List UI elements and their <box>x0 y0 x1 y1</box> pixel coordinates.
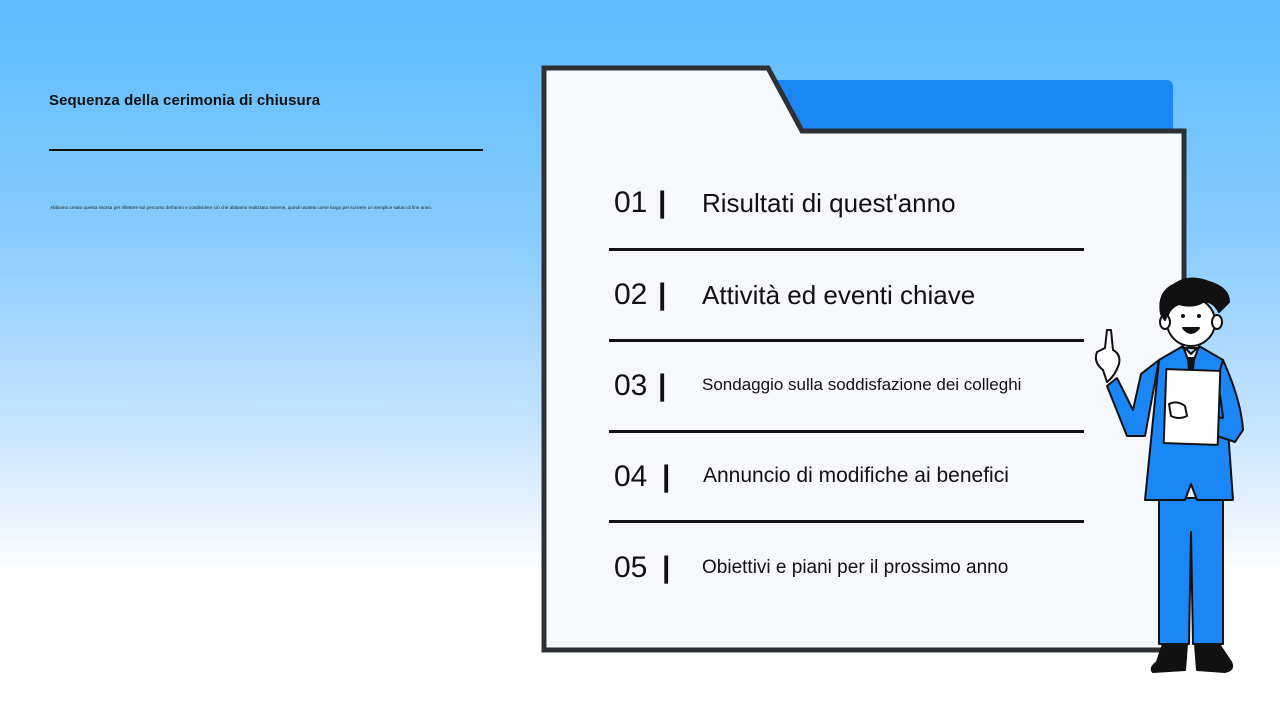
agenda-item <box>612 460 1084 520</box>
businessman-icon <box>1085 270 1250 680</box>
agenda-label: Obiettivi e piani per il prossimo anno <box>702 557 1009 578</box>
agenda-number: 04 <box>614 460 648 493</box>
agenda-label: Sondaggio sulla soddisfazione dei colleghi <box>702 375 1022 394</box>
agenda-label: Attività ed eventi chiave <box>702 280 976 310</box>
agenda-item <box>612 369 1084 429</box>
agenda-separator: | <box>658 278 667 311</box>
agenda-item <box>612 186 1084 246</box>
agenda-label: Annuncio di modifiche ai benefici <box>703 464 1009 487</box>
page-title: Sequenza della cerimonia di chiusura <box>49 92 321 109</box>
agenda-separator: | <box>662 551 671 584</box>
agenda-item <box>612 551 1084 611</box>
agenda-separator: | <box>658 186 667 219</box>
agenda-separator: | <box>658 369 667 402</box>
agenda-divider <box>609 339 1084 342</box>
agenda-label: Risultati di quest'anno <box>702 188 956 218</box>
page-subtitle: Abbiamo creato questa risorsa per riflettere sul percorso dell'anno e condividere ciò che abbiamo realizzato insieme, quindi usatela come luogo per scrivere un semplice saluto di fine anno. <box>50 205 433 210</box>
agenda-item <box>612 278 1084 338</box>
agenda-number: 03 <box>614 369 648 402</box>
agenda-divider <box>609 430 1084 433</box>
agenda-number: 01 <box>614 186 648 219</box>
agenda-divider <box>609 520 1084 523</box>
agenda-number: 02 <box>614 278 648 311</box>
agenda-divider <box>609 248 1084 251</box>
agenda-separator: | <box>662 460 671 493</box>
agenda-number: 05 <box>614 551 648 584</box>
